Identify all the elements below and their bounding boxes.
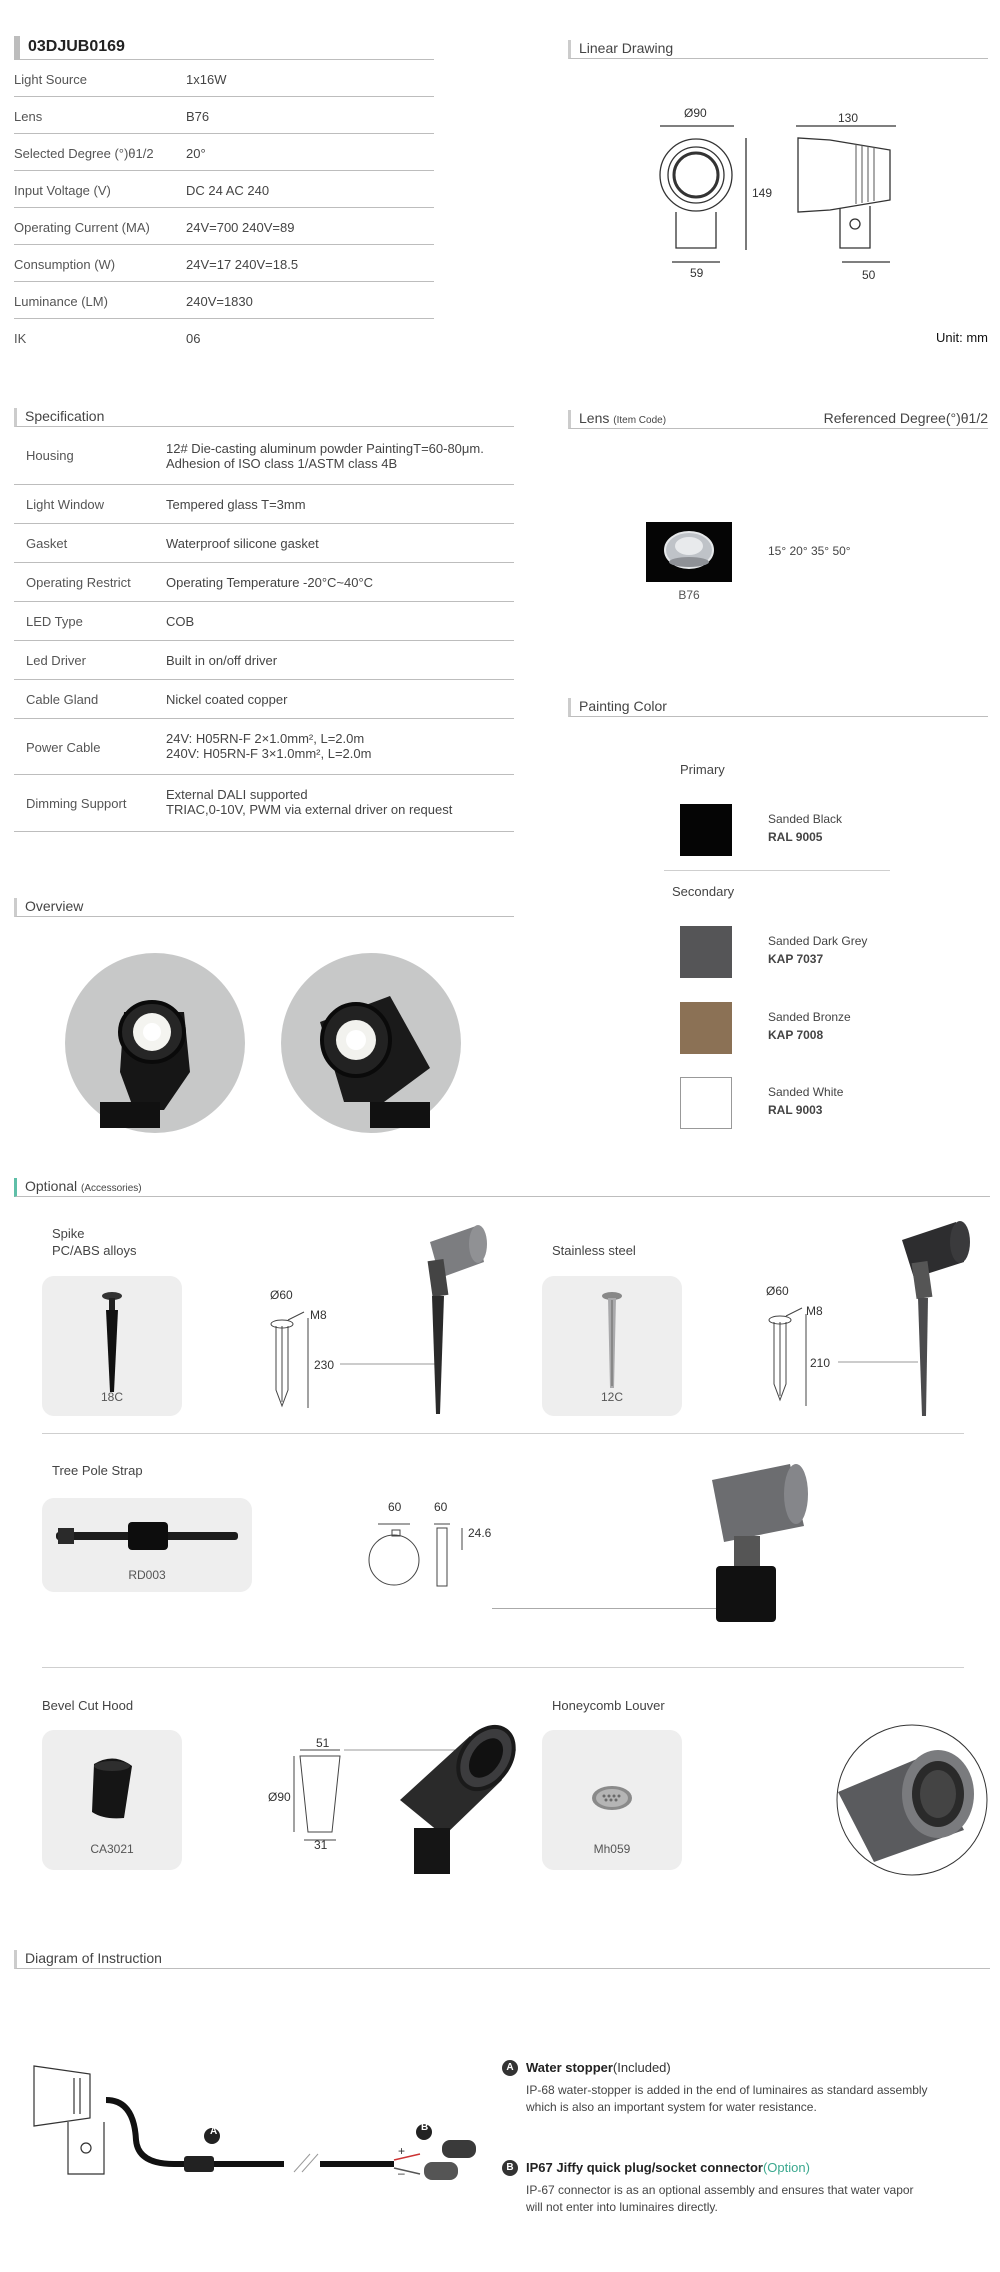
spec-row <box>14 319 434 356</box>
spec-value-line: Waterproof silicone gasket <box>166 536 319 551</box>
section-title: Optional <box>25 1178 78 1194</box>
spec-row <box>14 60 434 97</box>
water-stopper-tag: (Included) <box>612 2060 671 2075</box>
steel-luminaire-image <box>896 1216 980 1422</box>
louver-code: Mh059 <box>593 1842 631 1856</box>
spike-material: PC/ABS alloys <box>52 1243 137 1258</box>
steel-title: Stainless steel <box>552 1243 636 1258</box>
badge-b-diagram-label: B <box>421 2122 429 2133</box>
spec-value-line: 240V: H05RN-F 3×1.0mm², L=2.0m <box>166 746 372 761</box>
spec-value: 20° <box>186 146 206 161</box>
spec-value <box>166 614 194 629</box>
spec-row <box>14 245 434 282</box>
spec-value <box>166 653 277 668</box>
primary-label: Primary <box>680 762 725 777</box>
hood-ca3021-image <box>86 1756 140 1824</box>
color-swatch <box>680 804 732 856</box>
text-line: IP-68 water-stopper is added in the end of luminaires as standard assembly <box>526 2083 928 2097</box>
color-name: Sanded Dark Grey <box>768 934 868 948</box>
louver-title: Honeycomb Louver <box>552 1698 665 1713</box>
spike-code: 18C <box>100 1390 123 1404</box>
spec-row <box>14 97 434 134</box>
connector-tag: (Option) <box>762 2160 810 2175</box>
instruction-diagram <box>24 2060 484 2190</box>
strap-dimension-drawing <box>366 1514 466 1594</box>
spec-table-row <box>14 524 514 563</box>
spike-title: Spike <box>52 1226 85 1241</box>
spec-key: Housing <box>26 448 74 463</box>
instruction-header <box>14 1950 990 1969</box>
spec-value-line: COB <box>166 614 195 629</box>
steel-card <box>542 1276 682 1416</box>
spec-key: Led Driver <box>26 653 86 668</box>
steel-code: 12C <box>600 1390 623 1404</box>
secondary-label: Secondary <box>672 884 735 899</box>
spec-value <box>166 441 484 471</box>
overview-header <box>14 898 514 917</box>
spec-key: LED Type <box>26 614 83 629</box>
overview-photo-front <box>64 952 246 1134</box>
hood-top-dim: 51 <box>316 1736 330 1750</box>
spec-key: Consumption (W) <box>14 257 116 272</box>
dim-front-height: 149 <box>752 186 773 200</box>
badge-b: B <box>502 2160 518 2176</box>
spec-value-line: External DALI supported <box>166 787 308 802</box>
spec-key: Luminance (LM) <box>14 294 108 309</box>
strap-luminaire-image <box>704 1462 814 1630</box>
spec-value-line: Tempered glass T=3mm <box>166 497 306 512</box>
spec-table-row <box>14 602 514 641</box>
dim-side-base: 50 <box>862 268 876 282</box>
side-pivot <box>850 219 860 229</box>
section-title: Linear Drawing <box>579 40 674 56</box>
spec-row <box>14 171 434 208</box>
text-line: which is also an important system for water resistance. <box>526 2100 817 2114</box>
strap-width-2: 60 <box>434 1500 448 1514</box>
color-swatch <box>680 926 732 978</box>
minus-sign: – <box>398 2166 405 2180</box>
color-code: RAL 9005 <box>768 830 823 844</box>
steel-diameter: Ø60 <box>766 1284 789 1298</box>
section-title-small: (Accessories) <box>81 1183 142 1194</box>
spec-key: IK <box>14 331 27 346</box>
section-title: Lens <box>579 410 610 426</box>
linear-drawing-header <box>568 40 988 59</box>
strap-rd003-image <box>56 1518 238 1558</box>
dim-front-diameter: Ø90 <box>684 106 707 120</box>
overview-photo-side <box>280 952 462 1134</box>
leader-line <box>492 1608 726 1609</box>
louver-card <box>542 1730 682 1870</box>
product-code: 03DJUB0169 <box>14 36 434 60</box>
front-lens <box>674 153 718 197</box>
badge-a-diagram-label: A <box>210 2126 218 2137</box>
strap-code: RD003 <box>128 1568 166 1582</box>
front-inner-ring <box>668 147 724 203</box>
spec-value-line: TRIAC,0-10V, PWM via external driver on request <box>166 802 453 817</box>
specification-header <box>14 408 514 427</box>
hood-luminaire-image <box>390 1716 518 1880</box>
spec-value <box>166 787 452 817</box>
spec-value: DC 24 AC 240 <box>186 183 270 198</box>
spec-value: 240V=1830 <box>186 294 253 309</box>
spike-card <box>42 1276 182 1416</box>
water-stopper-heading <box>526 2060 671 2075</box>
spec-key: Cable Gland <box>26 692 99 707</box>
lens-degrees: 15° 20° 35° 50° <box>768 544 851 558</box>
spec-key: Light Window <box>26 497 105 512</box>
strap-title: Tree Pole Strap <box>52 1463 143 1478</box>
section-title-small: (Item Code) <box>613 415 667 426</box>
divider <box>42 1667 964 1668</box>
spec-key: Operating Current (MA) <box>14 220 150 235</box>
strap-height: 24.6 <box>468 1526 492 1540</box>
spec-value <box>166 575 373 590</box>
color-name: Sanded White <box>768 1085 844 1099</box>
spec-value-line: Operating Temperature -20°C~40°C <box>166 575 374 590</box>
spec-key: Power Cable <box>26 740 101 755</box>
spike-length: 230 <box>314 1358 335 1372</box>
spec-key: Gasket <box>26 536 68 551</box>
spec-key: Selected Degree (°)θ1/2 <box>14 146 154 161</box>
color-swatch <box>680 1077 732 1129</box>
steel-length: 210 <box>810 1356 831 1370</box>
strap-card <box>42 1498 252 1592</box>
spec-value <box>166 497 306 512</box>
optional-header <box>14 1178 990 1197</box>
hood-bottom-dim: 31 <box>314 1838 328 1852</box>
spec-table-row <box>14 485 514 524</box>
spec-key: Operating Restrict <box>26 575 131 590</box>
spec-key: Lens <box>14 109 43 124</box>
spec-value-line: 24V: H05RN-F 2×1.0mm², L=2.0m <box>166 731 365 746</box>
text-line: IP-67 connector is as an optional assembly and ensures that water vapor <box>526 2183 914 2197</box>
lens-b76-image <box>646 522 732 582</box>
spec-value-line: 12# Die-casting aluminum powder PaintingT=60-80μm. <box>166 441 484 456</box>
spec-key: Dimming Support <box>26 796 127 811</box>
color-name: Sanded Black <box>768 812 843 826</box>
spec-table-row <box>14 680 514 719</box>
section-title: Diagram of Instruction <box>25 1950 162 1966</box>
section-title: Specification <box>25 408 105 424</box>
connector-heading <box>526 2160 810 2175</box>
spec-value: B76 <box>186 109 210 124</box>
spec-value-line: Adhesion of ISO class 1/ASTM class 4B <box>166 456 398 471</box>
spec-key: Input Voltage (V) <box>14 183 111 198</box>
color-name: Sanded Bronze <box>768 1010 851 1024</box>
referenced-degree-title: Referenced Degree(°)θ1/2 <box>823 410 988 426</box>
spec-value: 24V=700 240V=89 <box>186 220 295 235</box>
spike-12c-image <box>596 1288 628 1396</box>
spec-value: 24V=17 240V=18.5 <box>186 257 299 272</box>
side-body <box>798 138 890 212</box>
divider <box>664 870 890 871</box>
spec-table-row <box>14 641 514 680</box>
connector-title: IP67 Jiffy quick plug/socket connector <box>526 2160 763 2175</box>
spec-value <box>166 536 319 551</box>
spec-value-line: Nickel coated copper <box>166 692 288 707</box>
spec-row <box>14 134 434 171</box>
dim-front-base: 59 <box>690 266 704 280</box>
dim-side-length: 130 <box>838 111 859 125</box>
text-line: will not enter into luminaires directly. <box>526 2200 718 2214</box>
spike-luminaire-image <box>408 1224 488 1424</box>
spike-18c-image <box>94 1288 130 1398</box>
spec-value: 06 <box>186 331 201 346</box>
color-code: RAL 9003 <box>768 1103 823 1117</box>
spec-value <box>166 692 287 707</box>
lens-header <box>568 410 988 429</box>
divider <box>42 1433 964 1434</box>
section-title: Painting Color <box>579 698 667 714</box>
spec-row <box>14 208 434 245</box>
painting-color-header <box>568 698 988 717</box>
side-bracket <box>840 206 870 248</box>
spec-value <box>166 731 371 761</box>
front-bracket <box>676 212 716 248</box>
plus-sign: + <box>398 2144 406 2158</box>
front-outer-ring <box>660 139 732 211</box>
section-title: Overview <box>25 898 84 914</box>
steel-thread: M8 <box>806 1304 823 1318</box>
spec-table-row <box>14 775 514 832</box>
spec-key: Light Source <box>14 72 87 87</box>
linear-drawing-svg <box>650 100 910 290</box>
spec-row <box>14 282 434 319</box>
louver-luminaire-image <box>834 1722 990 1878</box>
spec-table-row <box>14 563 514 602</box>
spec-table-row <box>14 427 514 485</box>
hood-title: Bevel Cut Hood <box>42 1698 134 1713</box>
color-code: KAP 7037 <box>768 952 824 966</box>
louver-mh059-image <box>590 1784 634 1812</box>
lens-code: B76 <box>678 588 700 602</box>
connector-text <box>526 2182 914 2216</box>
color-code: KAP 7008 <box>768 1028 824 1042</box>
spike-thread: M8 <box>310 1308 327 1322</box>
spike-diameter: Ø60 <box>270 1288 293 1302</box>
strap-width-1: 60 <box>388 1500 402 1514</box>
spec-table-row <box>14 719 514 775</box>
color-swatch <box>680 1002 732 1054</box>
spec-value-line: Built in on/off driver <box>166 653 278 668</box>
badge-a: A <box>502 2060 518 2076</box>
hood-diameter: Ø90 <box>268 1790 291 1804</box>
water-stopper-title: Water stopper <box>526 2060 613 2075</box>
hood-code: CA3021 <box>90 1842 134 1856</box>
hood-card <box>42 1730 182 1870</box>
water-stopper-text <box>526 2082 928 2116</box>
spec-value: 1x16W <box>186 72 227 87</box>
unit-label: Unit: mm <box>936 330 988 345</box>
